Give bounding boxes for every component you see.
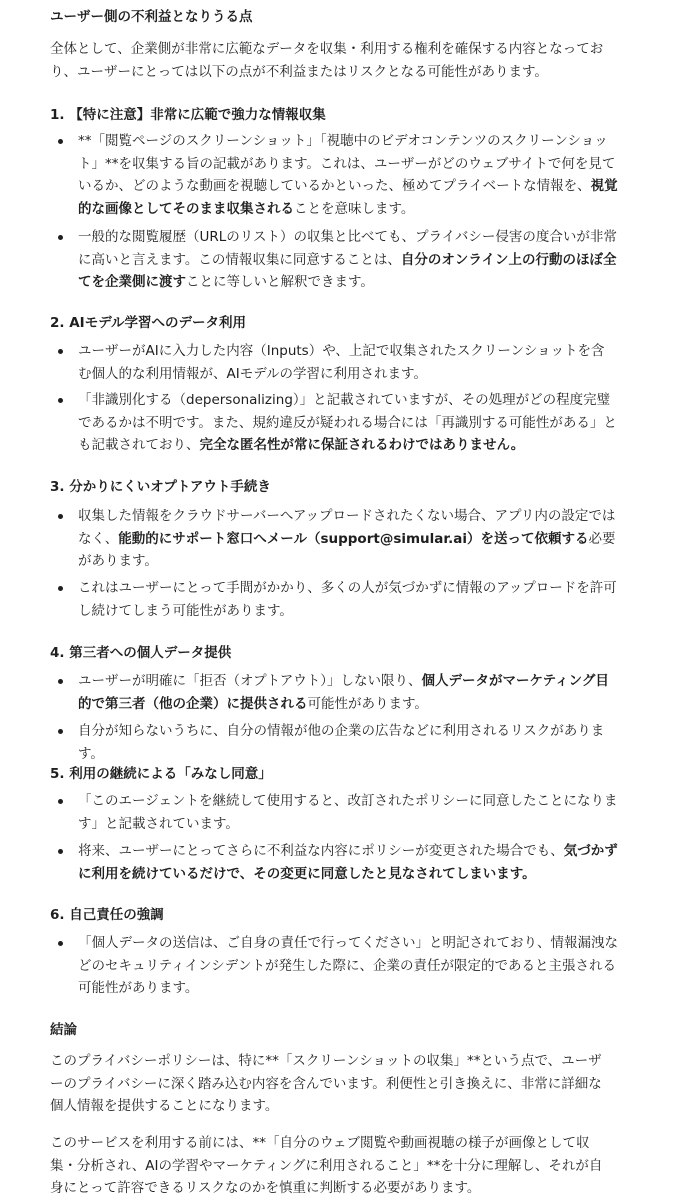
list-item: 「非識別化する（depersonalizing）」と記載されていますが、その処理がどの程度完璧であるかは不明です。また、規約違反が疑われる場合には「再識別する可能性がある」とも記載されており、完全な匿名性が常に保証されるわけではありません。 [58, 389, 618, 457]
section-4-heading: 4. 第三者への個人データ提供 [50, 645, 232, 661]
bullet-dot [58, 514, 63, 519]
bullet-dot [58, 799, 63, 804]
bullet-dot [58, 941, 63, 946]
list-item: 一般的な閲覧履歴（URLのリスト）の収集と比べても、プライバシー侵害の度合いが非常に高いと言えます。この情報収集に同意することは、自分のオンライン上の行動のほぼ全てを企業側に渡すことに等しいと解釈できます。 [58, 226, 618, 294]
conclusion-heading: 結論 [50, 1022, 77, 1038]
list-item: 将来、ユーザーにとってさらに不利益な内容にポリシーが変更された場合でも、気づかずに利用を続けているだけで、その変更に同意したと見なされてしまいます。 [58, 840, 618, 885]
bullet-dot [58, 398, 63, 403]
section-5-heading: 5. 利用の継続による「みなし同意」 [50, 766, 272, 782]
list-item: **「閲覧ページのスクリーンショット」「視聴中のビデオコンテンツのスクリーンショット」**を収集する旨の記載があります。これは、ユーザーがどのウェブサイトで何を見ているか、どのような動画を視聴しているかといった、極めてプライベートな情報を、視覚的な画像としてそのまま収集されることを意味します。 [58, 130, 618, 220]
list-item: ユーザーがAIに入力した内容（Inputs）や、上記で収集されたスクリーンショットを含む個人的な利用情報が、AIモデルの学習に利用されます。 [58, 340, 618, 385]
intro-paragraph: 全体として、企業側が非常に広範なデータを収集・利用する権利を確保する内容となっており、ユーザーにとっては以下の点が不利益またはリスクとなる可能性があります。 [50, 41, 604, 80]
page-title: ユーザー側の不利益となりうる点 [50, 9, 253, 25]
bullet-dot [58, 349, 63, 354]
bullet-dot [58, 679, 63, 684]
section-6-heading: 6. 自己責任の強調 [50, 907, 164, 923]
bullet-dot [58, 139, 63, 144]
list-item: ユーザーが明確に「拒否（オプトアウト）」しない限り、個人データがマーケティング目的で第三者（他の企業）に提供される可能性があります。 [58, 670, 618, 715]
list-item: 自分が知らないうちに、自分の情報が他の企業の広告などに利用されるリスクがあります。 [58, 720, 618, 765]
bullet-dot [58, 849, 63, 854]
section-3-heading: 3. 分かりにくいオプトアウト手続き [50, 479, 271, 495]
list-item: 収集した情報をクラウドサーバーへアップロードされたくない場合、アプリ内の設定ではなく、能動的にサポート窓口へメール（support@simular.ai）を送って依頼する必要があります。 [58, 505, 618, 573]
list-item: 「このエージェントを継続して使用すると、改訂されたポリシーに同意したことになります」と記載されています。 [58, 790, 618, 835]
bullet-dot [58, 729, 63, 734]
list-item: 「個人データの送信は、ご自身の責任で行ってください」と明記されており、情報漏洩などのセキュリティインシデントが発生した際に、企業の責任が限定的であると主張される可能性があります。 [58, 932, 618, 1000]
bullet-dot [58, 235, 63, 240]
section-2-heading: 2. AIモデル学習へのデータ利用 [50, 315, 247, 331]
section-1-heading: 1. 【特に注意】非常に広範で強力な情報収集 [50, 107, 326, 123]
conclusion-paragraph-2: このサービスを利用する前には、**「自分のウェブ閲覧や動画視聴の様子が画像として収集・分析され、AIの学習やマーケティングに利用されること」**を十分に理解し、それが自身にとって許容できるリスクなのかを慎重に判断する必要があります。 [50, 1135, 603, 1196]
bullet-dot [58, 586, 63, 591]
conclusion-paragraph-1: このプライバシーポリシーは、特に**「スクリーンショットの収集」**という点で、ユーザーのプライバシーに深く踏み込む内容を含んでいます。利便性と引き換えに、非常に詳細な個人情報を提供することになります。 [50, 1053, 602, 1114]
list-item: これはユーザーにとって手間がかかり、多くの人が気づかずに情報のアップロードを許可し続けてしまう可能性があります。 [58, 577, 618, 622]
